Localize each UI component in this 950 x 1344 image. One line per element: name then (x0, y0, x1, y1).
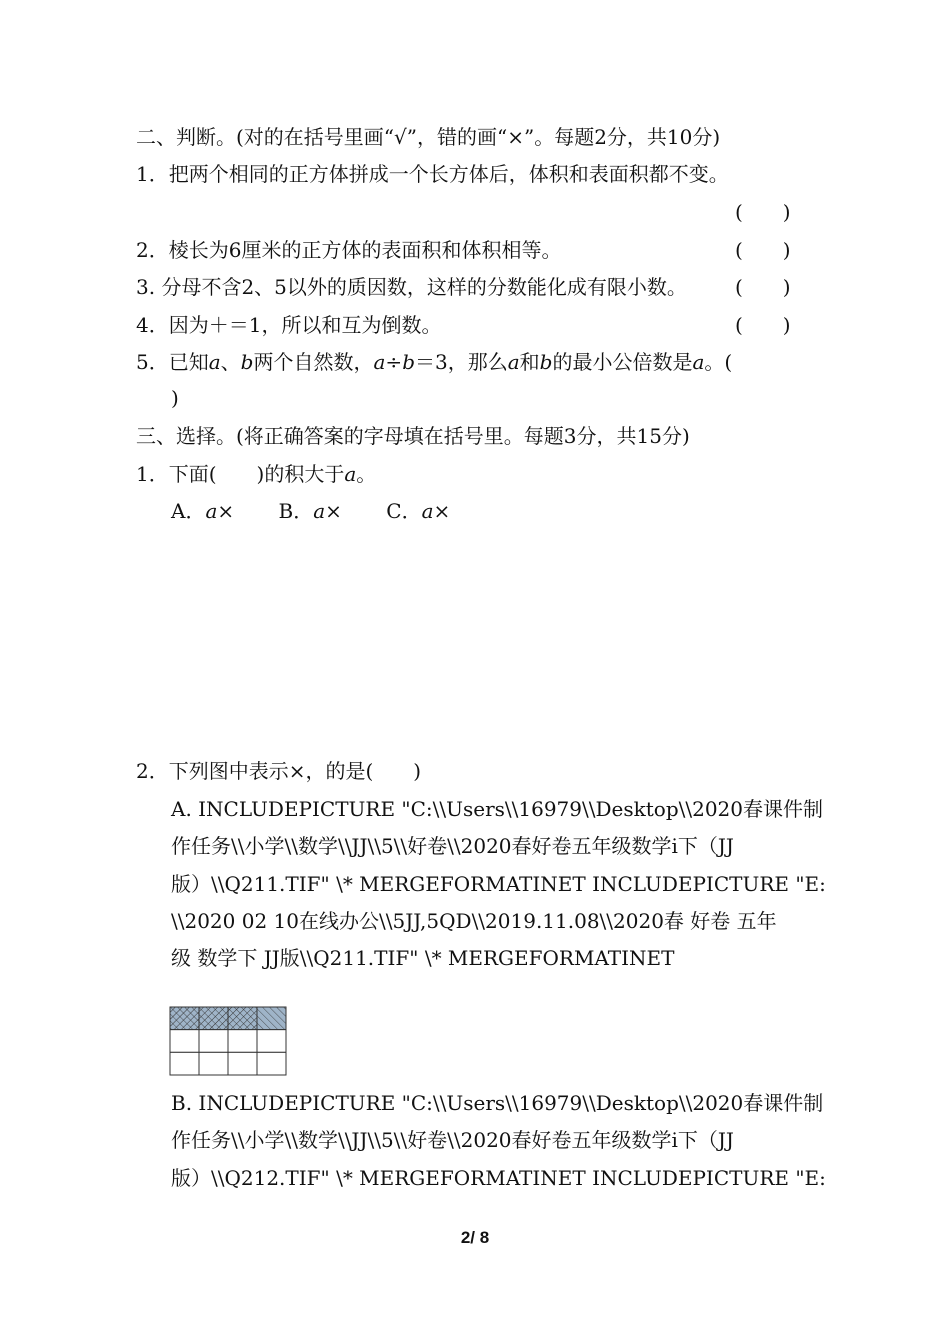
q5-text: 两个自然数， (253, 350, 374, 374)
grid-cell (170, 1030, 199, 1053)
var-a: a (692, 350, 705, 374)
option-a-line: \\2020 02 10在线办公\\5JJ,5QD\\2019.11.08\\2020春 好卷 五年 (171, 909, 777, 933)
cell-cross-hatching (199, 1007, 228, 1030)
var-a: a (344, 462, 357, 486)
section-2-title: 二、判断。(对的在括号里画“√”，错的画“×”。每题2分，共10分) (136, 125, 721, 149)
grid-cell (199, 1030, 228, 1053)
cell-hatching (257, 1007, 286, 1030)
option-b[interactable]: B．a× (278, 499, 342, 523)
option-a[interactable]: A．a× (171, 499, 235, 523)
judge-q3: 3. 分母不含2、5以外的质因数，这样的分数能化成有限小数。 (136, 275, 687, 299)
grid-cell (228, 1030, 257, 1053)
judge-q3-answer-paren[interactable]: ( ) (735, 275, 791, 299)
q5-text: ＝3，那么 (415, 350, 508, 374)
var-b: b (539, 350, 553, 374)
choice-q1-options (171, 497, 450, 525)
judge-q5-answer-paren-open[interactable]: 。( (704, 350, 733, 374)
section-3-title: 三、选择。(将正确答案的字母填在括号里。每题3分，共15分) (136, 424, 690, 448)
judge-q2-answer-paren[interactable]: ( ) (735, 238, 791, 262)
choice-q1-text: 1．下面( )的积大于 (136, 462, 345, 486)
grid-cell (257, 1052, 286, 1075)
option-b-line: B. INCLUDEPICTURE "C:\\Users\\16979\\Desktop\\2020春课件制 (171, 1091, 824, 1115)
choice-q2: 2．下列图中表示×，的是( ) (136, 759, 422, 783)
option-a-line: 版）\\Q211.TIF" \* MERGEFORMATINET INCLUDEPICTURE "E: (171, 872, 826, 896)
judge-q5-answer-paren-close[interactable]: ) (171, 386, 179, 410)
grid-cell (257, 1030, 286, 1053)
judge-q4: 4．因为＋＝1，所以和互为倒数。 (136, 313, 442, 337)
cell-cross-hatching (228, 1007, 257, 1030)
q5-text: 和 (519, 350, 540, 374)
judge-q4-answer-paren[interactable]: ( ) (735, 313, 791, 337)
grid-cell (199, 1052, 228, 1075)
grid-cell (170, 1052, 199, 1075)
option-a-line: 作任务\\小学\\数学\\JJ\\5\\好卷\\2020春好卷五年级数学i下（JJ (171, 834, 734, 858)
judge-q1-answer-paren[interactable]: ( ) (735, 200, 791, 224)
option-c[interactable]: C．a× (386, 499, 451, 523)
judge-q1: 1．把两个相同的正方体拼成一个长方体后，体积和表面积都不变。 (136, 162, 729, 186)
choice-q1-end: 。 (356, 462, 377, 486)
var-b: b (402, 350, 415, 374)
option-a-line: A. INCLUDEPICTURE "C:\\Users\\16979\\Desktop\\2020春课件制 (171, 797, 823, 821)
fraction-grid-figure (169, 1006, 287, 1076)
option-b-line: 作任务\\小学\\数学\\JJ\\5\\好卷\\2020春好卷五年级数学i下（JJ (171, 1128, 734, 1152)
q5-text: 的最小公倍数是 (552, 350, 693, 374)
q5-text: 、 (220, 350, 241, 374)
judge-q5 (136, 348, 732, 376)
q5-text: ÷ (385, 350, 403, 374)
option-b-line: 版）\\Q212.TIF" \* MERGEFORMATINET INCLUDEPICTURE "E: (171, 1166, 826, 1190)
var-b: b (240, 350, 254, 374)
grid-cell (228, 1052, 257, 1075)
cell-cross-hatching (170, 1007, 199, 1030)
judge-q2: 2．棱长为6厘米的正方体的表面积和体积相等。 (136, 238, 562, 262)
page-number: 2/ 8 (460, 1228, 490, 1247)
var-a: a (507, 350, 520, 374)
var-a: a (373, 350, 386, 374)
q5-text: 5．已知 (136, 350, 209, 374)
option-a-line: 级 数学下 JJ版\\Q211.TIF" \* MERGEFORMATINET (171, 946, 675, 970)
choice-q1 (136, 460, 376, 488)
var-a: a (208, 350, 221, 374)
